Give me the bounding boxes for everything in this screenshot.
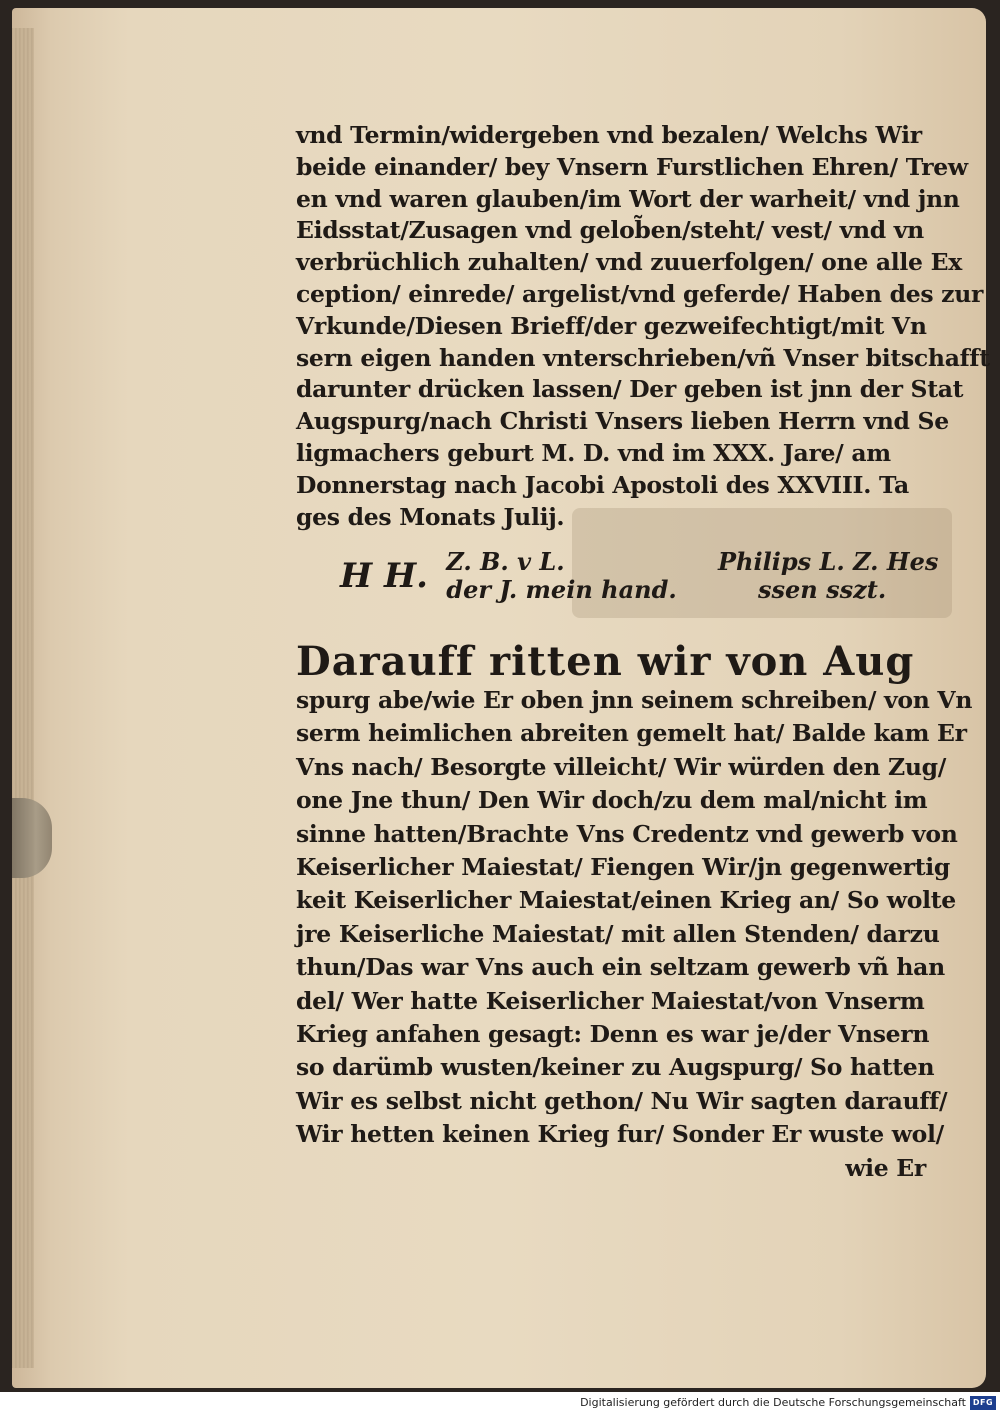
page-edge: [12, 28, 34, 1368]
text-line: serm heimlichen abreiten gemelt hat/ Balde kam Er: [296, 719, 967, 748]
text-line: Donnerstag nach Jacobi Apostoli des XXVIII. Ta: [296, 470, 909, 499]
signature-left-text: [446, 548, 676, 604]
book-clasp: [12, 798, 52, 878]
text-line: ges des Monats Julij.: [296, 502, 565, 531]
text-line: Vrkunde/Diesen Brieff/der gezweifechtigt/mit Vn: [296, 311, 927, 340]
text-line: ligmachers geburt M. D. vnd im XXX. Jare/ am: [296, 438, 891, 467]
text-line: ception/ einrede/ argelist/vnd geferde/ Haben des zur: [296, 279, 984, 308]
footer-credit: Digitalisierung gefördert durch die Deutsche Forschungsgemeinschaft: [580, 1396, 966, 1409]
text-line: Wir es selbst nicht gethon/ Nu Wir sagten darauff/: [296, 1086, 948, 1115]
text-line: verbrüchlich zuhalten/ vnd zuuerfolgen/ one alle Ex: [296, 248, 962, 277]
main-paragraph: [296, 638, 973, 1185]
signature-left: [340, 548, 677, 604]
text-line: Keiserlicher Maiestat/ Fiengen Wir/jn gegenwertig: [296, 853, 951, 882]
text-line: so darümb wusten/keiner zu Augspurg/ So hatten: [296, 1053, 935, 1082]
catchword: wie Er: [845, 1153, 926, 1182]
text-line: Eidsstat/Zusagen vnd gelob̃en/steht/ vest/ vnd vn: [296, 216, 924, 245]
text-line: vnd Termin/widergeben vnd bezalen/ Welchs Wir: [296, 121, 922, 149]
text-line: thun/Das war Vns auch ein seltzam gewerb vñ han: [296, 953, 945, 982]
text-line: en vnd waren glauben/im Wort der warheit/ vnd jnn: [296, 184, 960, 213]
signature-mark: H H.: [340, 556, 428, 596]
text-line: sern eigen handen vnterschrieben/vñ Vnser bitschafft: [296, 343, 990, 372]
text-line: Augspurg/nach Christi Vnsers lieben Herrn vnd Se: [296, 407, 949, 436]
footer-bar: [0, 1392, 1000, 1414]
signature-block: [340, 548, 940, 608]
upper-text-block: [296, 120, 990, 533]
signature-right-line2: ssen sszt.: [758, 575, 887, 604]
text-line: spurg abe/wie Er oben jnn seinem schreiben/ von Vn: [296, 686, 973, 714]
text-line: one Jne thun/ Den Wir doch/zu dem mal/nicht im: [296, 786, 928, 815]
text-line: Wir hetten keinen Krieg fur/ Sonder Er wuste wol/: [296, 1120, 944, 1149]
text-line: beide einander/ bey Vnsern Furstlichen Ehren/ Trew: [296, 152, 968, 181]
paragraph-heading: Darauff ritten wir von Aug: [296, 638, 915, 685]
text-line: keit Keiserlicher Maiestat/einen Krieg an/ So wolte: [296, 886, 956, 915]
text-line: jre Keiserliche Maiestat/ mit allen Stenden/ darzu: [296, 919, 940, 948]
signature-left-line1: Z. B. v L.: [446, 547, 565, 576]
text-line: darunter drücken lassen/ Der geben ist jnn der Stat: [296, 375, 964, 404]
signature-right: [718, 548, 938, 604]
dfg-logo[interactable]: DFG: [970, 1396, 996, 1410]
text-line: sinne hatten/Brachte Vns Credentz vnd gewerb von: [296, 819, 958, 848]
signature-left-line2: der J. mein hand.: [446, 575, 677, 604]
text-line: Krieg anfahen gesagt: Denn es war je/der Vnsern: [296, 1020, 930, 1049]
text-line: del/ Wer hatte Keiserlicher Maiestat/von Vnserm: [296, 986, 925, 1015]
signature-right-line1: Philips L. Z. Hes: [718, 547, 939, 576]
text-line: Vns nach/ Besorgte villeicht/ Wir würden den Zug/: [296, 752, 947, 781]
